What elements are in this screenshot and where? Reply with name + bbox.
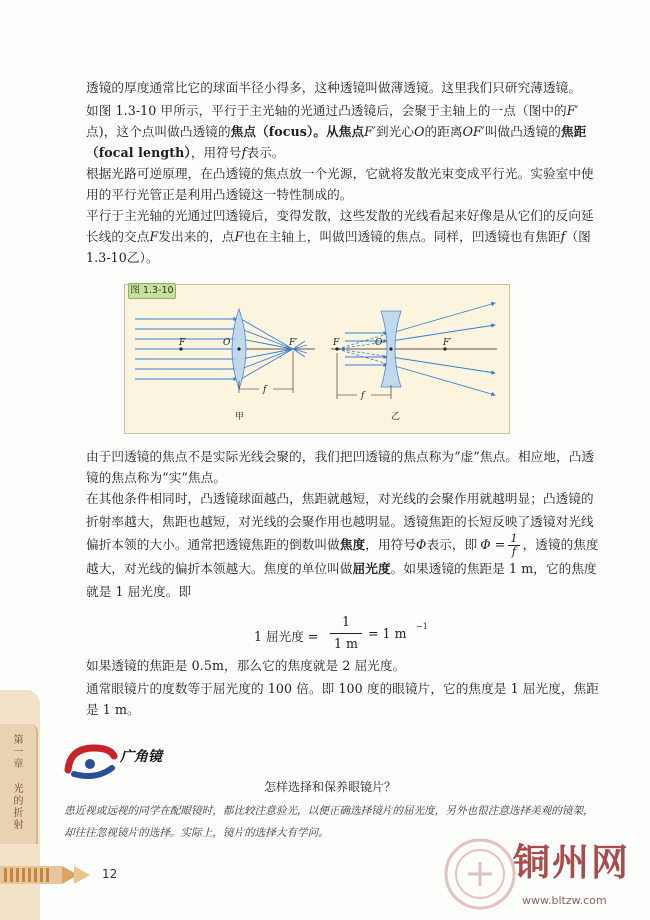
term-focus-en: （focus）。从焦点 (256, 124, 365, 139)
text: ，用符号 (365, 537, 417, 552)
text: 点)，这个点叫做凸透镜的 (86, 124, 231, 139)
inline-formula (480, 533, 519, 558)
text: 透镜的厚度通常比它的球面半径小得多，这种透镜叫做薄透镜。这里我们只研究薄透镜。 (86, 80, 582, 95)
symbol-o: O (414, 124, 425, 139)
symbol-phi: Φ (416, 537, 427, 552)
display-equation (254, 614, 454, 654)
text: 叫做凸透镜的 (484, 124, 561, 139)
label-f-left: F (179, 338, 186, 348)
text: 如果透镜的焦距是 0.5m，那么它的焦度就是 2 屈光度。 (86, 658, 406, 673)
paragraph-thin-lens (86, 77, 600, 98)
symbol-of-prime: OF′ (462, 124, 485, 139)
paragraph-concave-focus (86, 205, 600, 268)
text: 的距离 (424, 124, 463, 139)
text: 发出来的，点 (158, 229, 235, 244)
symbol-f-prime: F′ (566, 103, 579, 118)
label-focal-right: f (361, 391, 365, 401)
text: 。如果透镜的焦距是 1 m，它的焦度就是 1 屈光度。即 (86, 561, 597, 599)
text: 到光心 (375, 124, 415, 139)
lens-diagram-svg (125, 285, 509, 433)
equation-exponent: −1 (416, 622, 428, 631)
section-title: 广角镜 (120, 749, 162, 765)
page-bar-decoration (0, 864, 100, 886)
formula-denominator: f (511, 545, 517, 558)
text: 在其他条件相同时，凸透镜球面越凸，焦距就越短，对光线的会聚作用就越明显；凸透镜的折射率越大，焦距也越短，对光线的会聚作用也越明显。透镜焦距的长短反映了透镜对光线偏折本领的大小。通常把透镜焦距的倒数叫做 (86, 491, 594, 552)
paragraph-degree (86, 678, 600, 720)
caption-right: 乙 (391, 412, 401, 422)
box-body: 患近视或远视的同学在配眼镜时，都比较注意验光，以便正确选择镜片的屈光度，另外也很注意选择美观的镜架，却往往忽视镜片的选择。实际上，镜片的选择大有学问。 (64, 805, 594, 839)
figure-tag: 图 1.3-10 (128, 283, 176, 299)
text: 表示，即 (426, 537, 478, 552)
text: 也在主轴上，叫做凹透镜的焦点。同样，凹透镜也有焦距 (243, 229, 561, 244)
symbol-f-prime: F′ (364, 124, 376, 139)
term-focal-length: 焦距 (561, 124, 587, 139)
equation-fraction-bar (330, 633, 362, 634)
paragraph-half-meter (86, 655, 600, 676)
equation-rhs: = 1 m (368, 626, 407, 641)
text: ，用符号 (190, 145, 242, 160)
formula-numerator: 1 (510, 532, 518, 545)
paragraph-focal-power (86, 488, 600, 603)
label-focal-left: f (263, 385, 267, 395)
text: 根据光路可逆原理，在凸透镜的焦点放一个光源，它就将发散光束变成平行光。实验室中使用的平行光管正是利用凸透镜这一特性制成的。 (86, 166, 594, 202)
equation-lhs: 1 屈光度 = (254, 629, 319, 644)
term-focus: 焦点 (230, 124, 257, 139)
optical-center-right (389, 347, 392, 350)
watermark-text: 铜州网 (513, 840, 630, 884)
text: 平行于主光轴的光通过凹透镜后，变得发散，这些发散的光线看起来好像是从它们的反向延长线的交点 (86, 208, 594, 244)
text: ，透镜的焦度越大，对光线的偏折本领越大。焦度的单位叫做 (86, 537, 599, 576)
paragraph-reversibility (86, 163, 600, 205)
box-title: 怎样选择和保养眼镜片？ (263, 780, 396, 794)
symbol-f: f (560, 229, 566, 244)
symbol-f: F (149, 229, 159, 244)
text: 由于凹透镜的焦点不是实际光线会聚的，我们把凹透镜的焦点称为“虚”焦点。相应地，凸透镜的焦点称为“实”焦点。 (86, 449, 595, 485)
equation-denominator: 1 m (334, 636, 358, 651)
symbol-f: f (241, 145, 247, 160)
optical-center-left (237, 347, 240, 350)
term-focal-length-en: （focal length） (86, 145, 191, 160)
text: 如图 1.3-10 甲所示，平行于主光轴的光通过凸透镜后，会聚于主轴上的一点（图中的 (86, 103, 567, 118)
term-diopter: 屈光度 (352, 561, 391, 576)
text: 通常眼镜片的度数等于屈光度的 100 倍。即 100 度的眼镜片，它的焦度是 1 屈光度，焦距是 1 m。 (86, 681, 599, 717)
equation-numerator: 1 (341, 614, 350, 629)
text: （图 1.3-10乙）。 (86, 229, 591, 265)
text: 表示。 (246, 145, 285, 160)
label-o-left: O (223, 338, 231, 348)
chapter-label: 第一章 光的折射 (11, 734, 22, 831)
paragraph-focus-definition (86, 100, 600, 163)
caption-left: 甲 (235, 412, 245, 422)
label-o-right: O (375, 338, 383, 348)
label-f-right: F (333, 338, 340, 348)
figure-lens-diagram (124, 284, 510, 434)
label-f-prime-left: F′ (289, 338, 298, 348)
paragraph-virtual-focus (86, 446, 600, 488)
watermark-url: www.bltzw.com (522, 894, 607, 907)
symbol-f: F (234, 229, 244, 244)
term-focal-power: 焦度 (339, 537, 366, 552)
formula-lhs: Φ = (480, 537, 506, 552)
page-number: 12 (102, 867, 118, 881)
label-f-prime-right: F′ (443, 338, 452, 348)
